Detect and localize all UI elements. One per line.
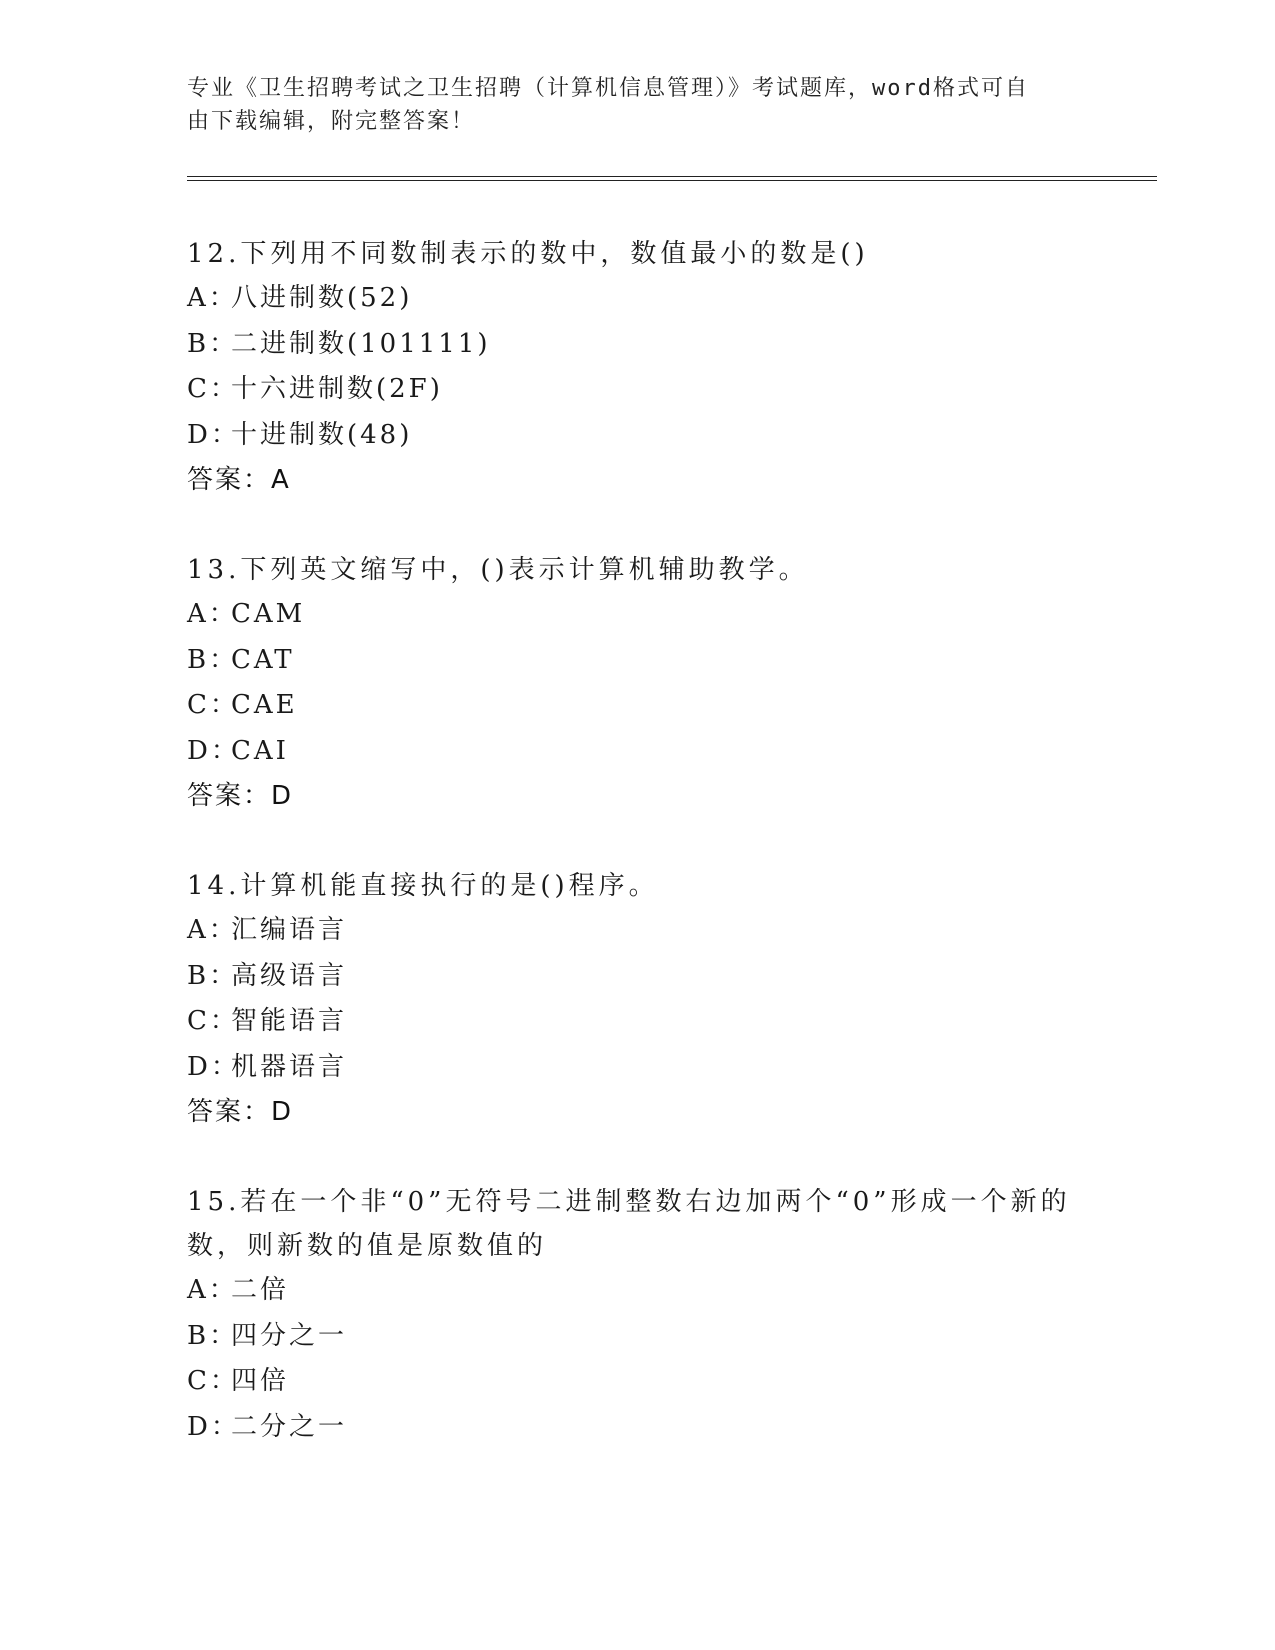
option-letter: D： bbox=[187, 1051, 240, 1082]
option-letter: A： bbox=[187, 1275, 238, 1305]
option-letter: D： bbox=[187, 1411, 240, 1442]
option-text: 机器语言 bbox=[231, 1051, 348, 1082]
option-text: 高级语言 bbox=[231, 960, 348, 991]
option-letter: C： bbox=[187, 1366, 239, 1396]
option-letter: C： bbox=[187, 1006, 239, 1036]
question-14 bbox=[187, 864, 1087, 1134]
option-text: 四分之一 bbox=[231, 1320, 348, 1351]
question-12 bbox=[187, 232, 1087, 502]
option-letter: D： bbox=[187, 735, 240, 766]
option-c bbox=[187, 1359, 1087, 1405]
question-stem: 13.下列英文缩写中，()表示计算机辅助教学。 bbox=[187, 555, 809, 585]
option-c bbox=[187, 999, 1087, 1045]
option-text: 十进制数(48) bbox=[231, 419, 413, 450]
option-c bbox=[187, 683, 1087, 729]
option-text: 十六进制数(2F) bbox=[231, 374, 443, 404]
option-a bbox=[187, 592, 1087, 638]
option-d bbox=[187, 413, 1087, 459]
option-text: CAM bbox=[231, 599, 306, 629]
option-letter: C： bbox=[187, 374, 239, 404]
option-a bbox=[187, 1268, 1087, 1314]
header-divider bbox=[187, 176, 1157, 181]
option-c bbox=[187, 367, 1087, 413]
question-stem: 14.计算机能直接执行的是()程序。 bbox=[187, 871, 659, 901]
option-text: CAE bbox=[231, 690, 298, 720]
question-list bbox=[187, 232, 1087, 1496]
option-b bbox=[187, 638, 1087, 684]
option-text: 四倍 bbox=[231, 1366, 290, 1396]
option-b bbox=[187, 1314, 1087, 1360]
question-stem: 15.若在一个非“0”无符号二进制整数右边加两个“0”形成一个新的数，则新数的值是原数值的 bbox=[187, 1187, 1071, 1261]
answer-line: 答案：D bbox=[187, 781, 294, 811]
option-letter: A： bbox=[187, 283, 238, 313]
option-letter: B： bbox=[187, 644, 239, 675]
option-text: 二倍 bbox=[231, 1275, 290, 1305]
header-line-1: 专业《卫生招聘考试之卫生招聘（计算机信息管理）》考试题库，word格式可自 bbox=[187, 76, 1029, 101]
option-text: 二分之一 bbox=[231, 1411, 348, 1442]
option-text: CAI bbox=[231, 735, 289, 766]
header-line-2: 由下载编辑，附完整答案！ bbox=[187, 109, 476, 134]
option-letter: A： bbox=[187, 599, 238, 629]
option-letter: C： bbox=[187, 690, 239, 720]
answer-line: 答案：A bbox=[187, 465, 291, 495]
option-letter: D： bbox=[187, 419, 240, 450]
answer-line: 答案：D bbox=[187, 1097, 294, 1127]
option-letter: B： bbox=[187, 328, 239, 359]
option-b bbox=[187, 322, 1087, 368]
option-letter: A： bbox=[187, 915, 238, 945]
question-stem: 12.下列用不同数制表示的数中，数值最小的数是() bbox=[187, 239, 869, 269]
option-a bbox=[187, 276, 1087, 322]
option-text: 八进制数(52) bbox=[231, 283, 413, 313]
option-text: 二进制数(101111) bbox=[231, 328, 491, 359]
question-15 bbox=[187, 1180, 1087, 1450]
option-d bbox=[187, 729, 1087, 775]
option-d bbox=[187, 1045, 1087, 1091]
option-d bbox=[187, 1405, 1087, 1451]
option-letter: B： bbox=[187, 1320, 239, 1351]
option-text: CAT bbox=[231, 644, 295, 675]
option-text: 汇编语言 bbox=[231, 915, 348, 945]
question-13 bbox=[187, 548, 1087, 818]
option-letter: B： bbox=[187, 960, 239, 991]
document-header bbox=[187, 72, 1087, 138]
option-a bbox=[187, 908, 1087, 954]
option-text: 智能语言 bbox=[231, 1006, 348, 1036]
option-b bbox=[187, 954, 1087, 1000]
